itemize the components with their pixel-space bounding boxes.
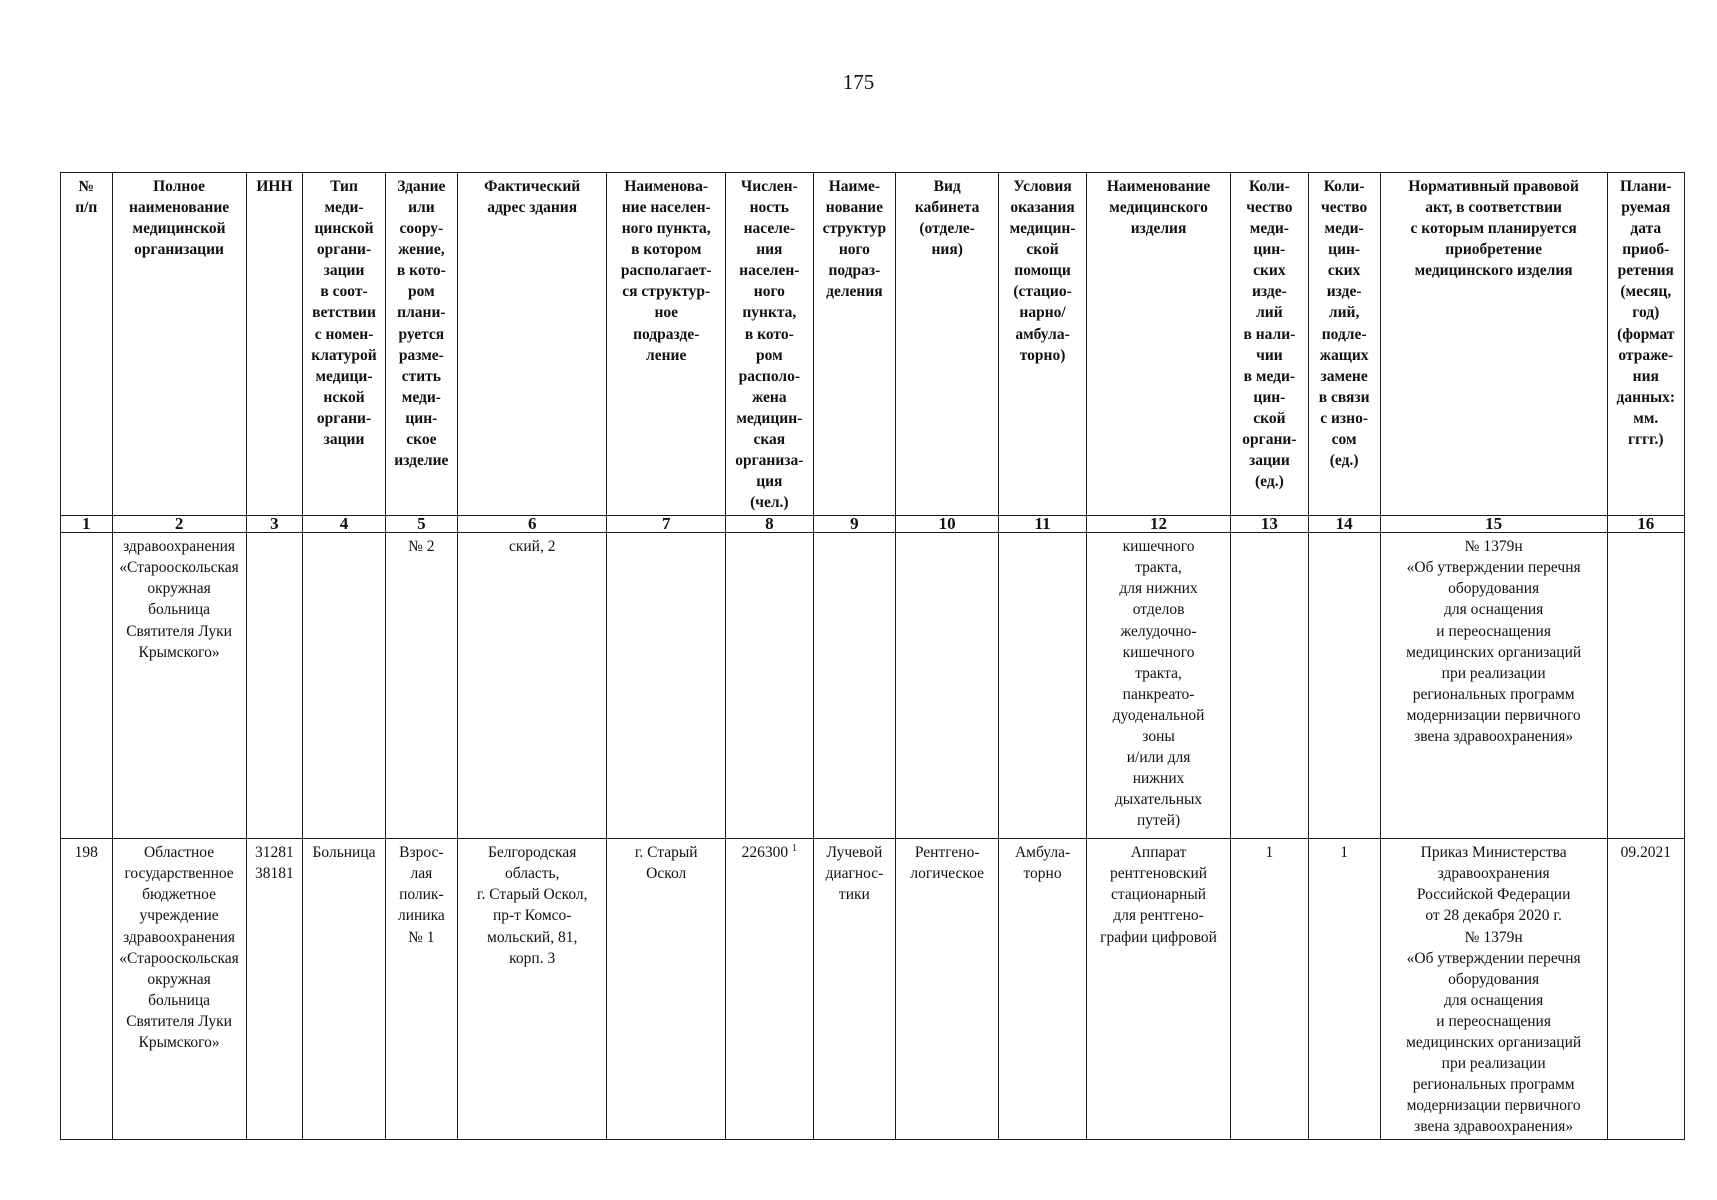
subdivision-cell (813, 533, 895, 839)
row-number-cell (61, 533, 113, 839)
column-number: 16 (1607, 516, 1684, 533)
header-cell: Условия оказания медицин- ской помощи (стацио- нарно/ амбула- торно) (999, 173, 1087, 516)
footnote-marker: 1 (792, 843, 797, 855)
header-cell: Коли- чество меди- цин- ских изде- лий в нали- чии в меди- цин- ской органи- зации (ед.) (1231, 173, 1308, 516)
column-number: 3 (246, 516, 303, 533)
header-cell: Фактический адрес здания (457, 173, 607, 516)
cabinet-type-cell: Рентгено- логическое (896, 839, 999, 1140)
legal-act-cell: № 1379н «Об утверждении перечня оборудования для оснащения и переоснащения медицинских организаций при реализации региональных программ модернизации первичного звена здравоохранения» (1380, 533, 1607, 839)
planned-date-cell: 09.2021 (1607, 839, 1684, 1140)
header-cell: № п/п (61, 173, 113, 516)
header-cell: Тип меди- цинской органи- зации в соот- ветствии с номен- клатурой медици- нской органи- зации (303, 173, 385, 516)
devices-to-replace-cell (1308, 533, 1380, 839)
medical-equipment-table (60, 172, 1685, 1140)
device-name-cell: Аппарат рентгеновский стационарный для рентгено- графии цифровой (1086, 839, 1230, 1140)
organization-name-cell: Областное государственное бюджетное учреждение здравоохранения «Старооскольская окружная больница Святителя Луки Крымского» (112, 839, 246, 1140)
settlement-cell (607, 533, 726, 839)
header-cell: Полное наименование медицинской организации (112, 173, 246, 516)
column-number: 1 (61, 516, 113, 533)
header-cell: Здание или соору- жение, в кото- ром плани- руется разме- стить меди- цин- ское изделие (385, 173, 457, 516)
device-name-cell: кишечного тракта, для нижних отделов желудочно- кишечного тракта, панкреато- дуоденальной зоны и/или для нижних дыхательных путей) (1086, 533, 1230, 839)
population-value: 226300 (741, 844, 789, 862)
population-cell (726, 533, 814, 839)
organization-name-cell: здравоохранения «Старооскольская окружная больница Святителя Луки Крымского» (112, 533, 246, 839)
column-number: 5 (385, 516, 457, 533)
header-cell: Вид кабинета (отделе- ния) (896, 173, 999, 516)
column-number: 14 (1308, 516, 1380, 533)
page-number: 175 (842, 70, 875, 94)
column-number: 12 (1086, 516, 1230, 533)
devices-to-replace-cell: 1 (1308, 839, 1380, 1140)
legal-act-cell: Приказ Министерства здравоохранения Российской Федерации от 28 декабря 2020 г. № 1379н «Об утверждении перечня оборудования для оснащения и переоснащения медицинских организаций при реализации региональных программ модернизации первичного звена здравоохранения» (1380, 839, 1607, 1140)
building-cell: № 2 (385, 533, 457, 839)
subdivision-cell: Лучевой диагнос- тики (813, 839, 895, 1140)
column-number: 2 (112, 516, 246, 533)
building-cell: Взрос- лая полик- линика № 1 (385, 839, 457, 1140)
inn-cell (246, 533, 303, 839)
table-row-198 (61, 839, 1685, 1140)
column-number: 13 (1231, 516, 1308, 533)
address-cell: ский, 2 (457, 533, 607, 839)
population-cell (726, 839, 814, 1140)
header-cell: Наиме- нование структур ного подраз- деления (813, 173, 895, 516)
column-number: 9 (813, 516, 895, 533)
organization-type-cell: Больница (303, 839, 385, 1140)
care-conditions-cell (999, 533, 1087, 839)
row-number-cell: 198 (61, 839, 113, 1140)
header-cell: Коли- чество меди- цин- ских изде- лий, подле- жащих замене в связи с изно- сом (ед.) (1308, 173, 1380, 516)
column-number: 8 (726, 516, 814, 533)
column-number: 4 (303, 516, 385, 533)
column-number: 11 (999, 516, 1087, 533)
header-cell: Наименование медицинского изделия (1086, 173, 1230, 516)
header-cell: Наименова- ние населен- ного пункта, в котором располагает- ся структур- ное подразде- ление (607, 173, 726, 516)
planned-date-cell (1607, 533, 1684, 839)
header-cell: ИНН (246, 173, 303, 516)
header-cell: Числен- ность населе- ния населен- ного пункта, в кото- ром располо- жена медицин- ская организа- ция (чел.) (726, 173, 814, 516)
table-header-row (61, 173, 1685, 516)
table-row-continuation (61, 533, 1685, 839)
devices-available-cell: 1 (1231, 839, 1308, 1140)
header-cell: Нормативный правовой акт, в соответствии с которым планируется приобретение медицинского изделия (1380, 173, 1607, 516)
care-conditions-cell: Амбула- торно (999, 839, 1087, 1140)
column-number: 7 (607, 516, 726, 533)
column-number: 10 (896, 516, 999, 533)
inn-cell: 31281 38181 (246, 839, 303, 1140)
address-cell: Белгородская область, г. Старый Оскол, пр-т Комсо- мольский, 81, корп. 3 (457, 839, 607, 1140)
cabinet-type-cell (896, 533, 999, 839)
column-number-row (61, 516, 1685, 533)
settlement-cell: г. Старый Оскол (607, 839, 726, 1140)
column-number: 15 (1380, 516, 1607, 533)
organization-type-cell (303, 533, 385, 839)
header-cell: Плани- руемая дата приоб- ретения (месяц, год) (формат отраже- ния данных: мм. гггг.) (1607, 173, 1684, 516)
devices-available-cell (1231, 533, 1308, 839)
column-number: 6 (457, 516, 607, 533)
